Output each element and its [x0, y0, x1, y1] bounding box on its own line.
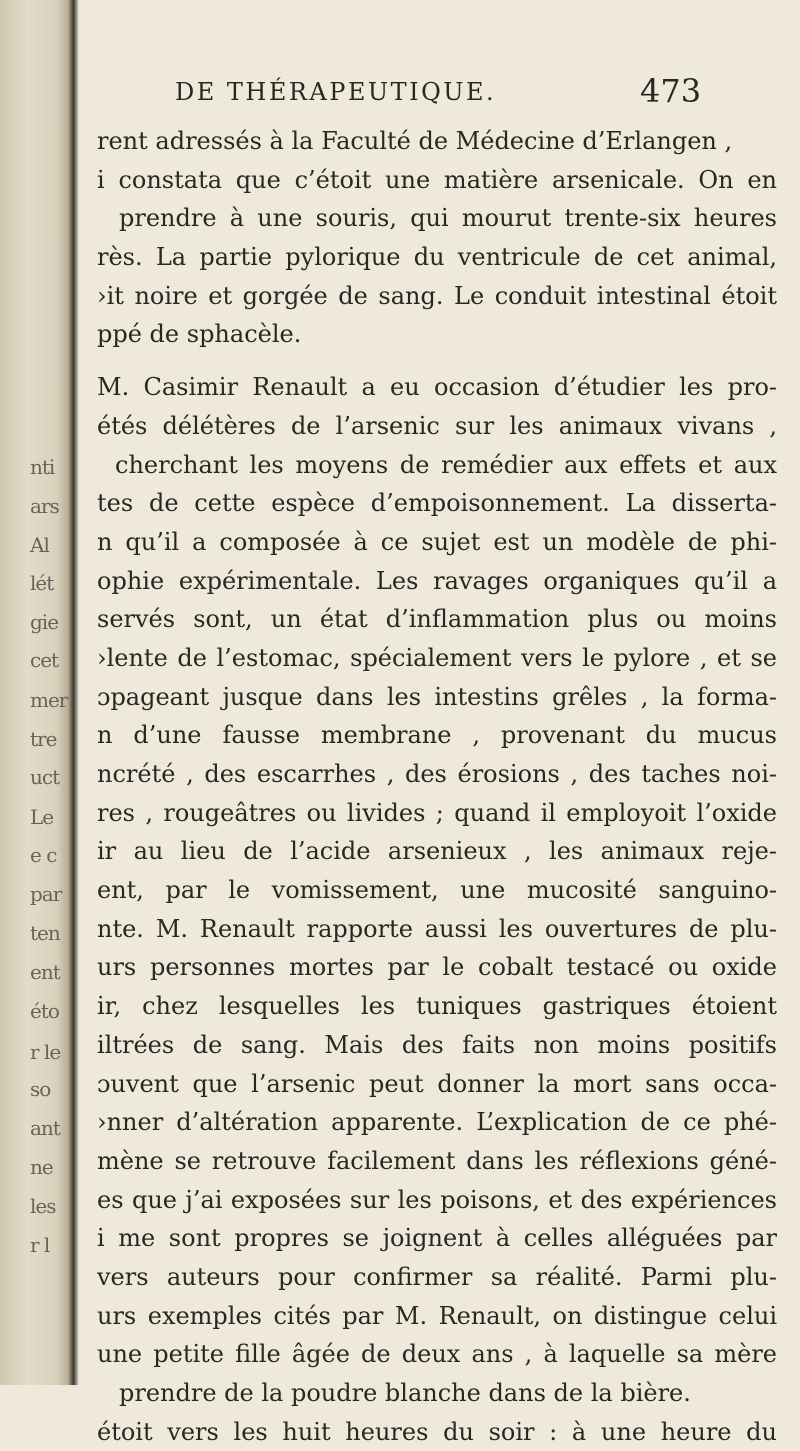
margin-fragment: Al	[30, 533, 49, 557]
facing-page-margin	[0, 0, 92, 1385]
margin-fragment: les	[30, 1194, 56, 1218]
text-line: res , rougeâtres ou livides ; quand il employoit l’oxide	[97, 798, 777, 827]
text-line: étés délétères de l’arsenic sur les animaux vivans ,	[97, 411, 777, 440]
margin-fragment: so	[30, 1077, 51, 1101]
margin-fragment: Le	[30, 805, 54, 829]
margin-fragment: nti	[30, 455, 55, 479]
text-line: ppé de sphacèle.	[97, 320, 302, 349]
margin-fragment: uct	[30, 765, 60, 789]
margin-fragment: gie	[30, 610, 59, 634]
text-line: n qu’il a composée à ce sujet est un modèle de phi-	[97, 527, 777, 556]
text-line: nte. M. Renault rapporte aussi les ouvertures de plu-	[97, 914, 777, 943]
margin-fragment: cet	[30, 648, 59, 672]
text-line: rès. La partie pylorique du ventricule de cet animal,	[97, 243, 777, 272]
text-line: ent, par le vomissement, une mucosité sanguino-	[97, 876, 777, 905]
text-line: ›nner d’altération apparente. L’explication de ce phé-	[97, 1108, 777, 1137]
text-line: étoit vers les huit heures du soir : à une heure du	[97, 1417, 777, 1446]
text-line: M. Casimir Renault a eu occasion d’étudier les pro-	[97, 373, 777, 402]
text-line: urs personnes mortes par le cobalt testacé ou oxide	[97, 953, 777, 982]
margin-fragment: r l	[30, 1233, 50, 1257]
margin-fragment: ne	[30, 1155, 53, 1179]
text-line: ir, chez lesquelles les tuniques gastriques étoient	[97, 992, 777, 1021]
page-number: 473	[640, 72, 702, 110]
text-line: mène se retrouve facilement dans les réflexions géné-	[97, 1146, 777, 1175]
margin-fragment: ant	[30, 1116, 60, 1140]
margin-fragment: r le	[30, 1040, 61, 1064]
margin-fragment: ent	[30, 960, 60, 984]
page-header	[0, 72, 800, 118]
text-line: une petite fille âgée de deux ans , à laquelle sa mère	[97, 1340, 777, 1369]
text-line: ›lente de l’estomac, spécialement vers le pylore , et se	[97, 643, 777, 672]
margin-fragment: tre	[30, 727, 57, 751]
text-line: ɔpageant jusque dans les intestins grêles , la forma-	[97, 682, 777, 711]
running-head: DE THÉRAPEUTIQUE.	[175, 78, 497, 106]
margin-fragment: e c	[30, 843, 57, 867]
text-line: prendre de la poudre blanche dans de la bière.	[119, 1379, 691, 1407]
margin-fragment: mer	[30, 688, 68, 712]
margin-fragment: lét	[30, 571, 54, 595]
margin-fragment: éto	[30, 999, 59, 1023]
text-line: es que j’ai exposées sur les poisons, et des expériences	[97, 1185, 777, 1214]
text-line: i me sont propres se joignent à celles alléguées par	[97, 1224, 777, 1253]
text-line: ›it noire et gorgée de sang. Le conduit intestinal étoit	[97, 281, 777, 310]
text-line: prendre à une souris, qui mourut trente-six heures	[119, 204, 777, 233]
text-line: servés sont, un état d’inflammation plus ou moins	[97, 605, 777, 634]
text-line: iltrées de sang. Mais des faits non moins positifs	[97, 1030, 777, 1059]
text-line: cherchant les moyens de remédier aux effets et aux	[115, 450, 777, 479]
text-line: ɔuvent que l’arsenic peut donner la mort sans occa-	[97, 1069, 777, 1098]
text-line: rent adressés à la Faculté de Médecine d’Erlangen ,	[97, 127, 733, 155]
text-line: tes de cette espèce d’empoisonnement. La disserta-	[97, 489, 777, 518]
margin-fragment: ten	[30, 921, 60, 945]
text-line: ophie expérimentale. Les ravages organiques qu’il a	[97, 566, 777, 595]
margin-fragment: par	[30, 882, 62, 906]
text-line: ir au lieu de l’acide arsenieux , les animaux reje-	[97, 837, 777, 866]
text-line: urs exemples cités par M. Renault, on distingue celui	[97, 1301, 777, 1330]
text-line: i constata que c’étoit une matière arsenicale. On en	[97, 165, 777, 194]
text-line: ncrété , des escarrhes , des érosions , des taches noi-	[97, 760, 777, 788]
text-line: n d’une fausse membrane , provenant du mucus	[97, 721, 777, 750]
body-text	[97, 122, 777, 1451]
margin-fragment: ars	[30, 494, 59, 518]
text-line: vers auteurs pour confirmer sa réalité. Parmi plu-	[97, 1262, 777, 1291]
